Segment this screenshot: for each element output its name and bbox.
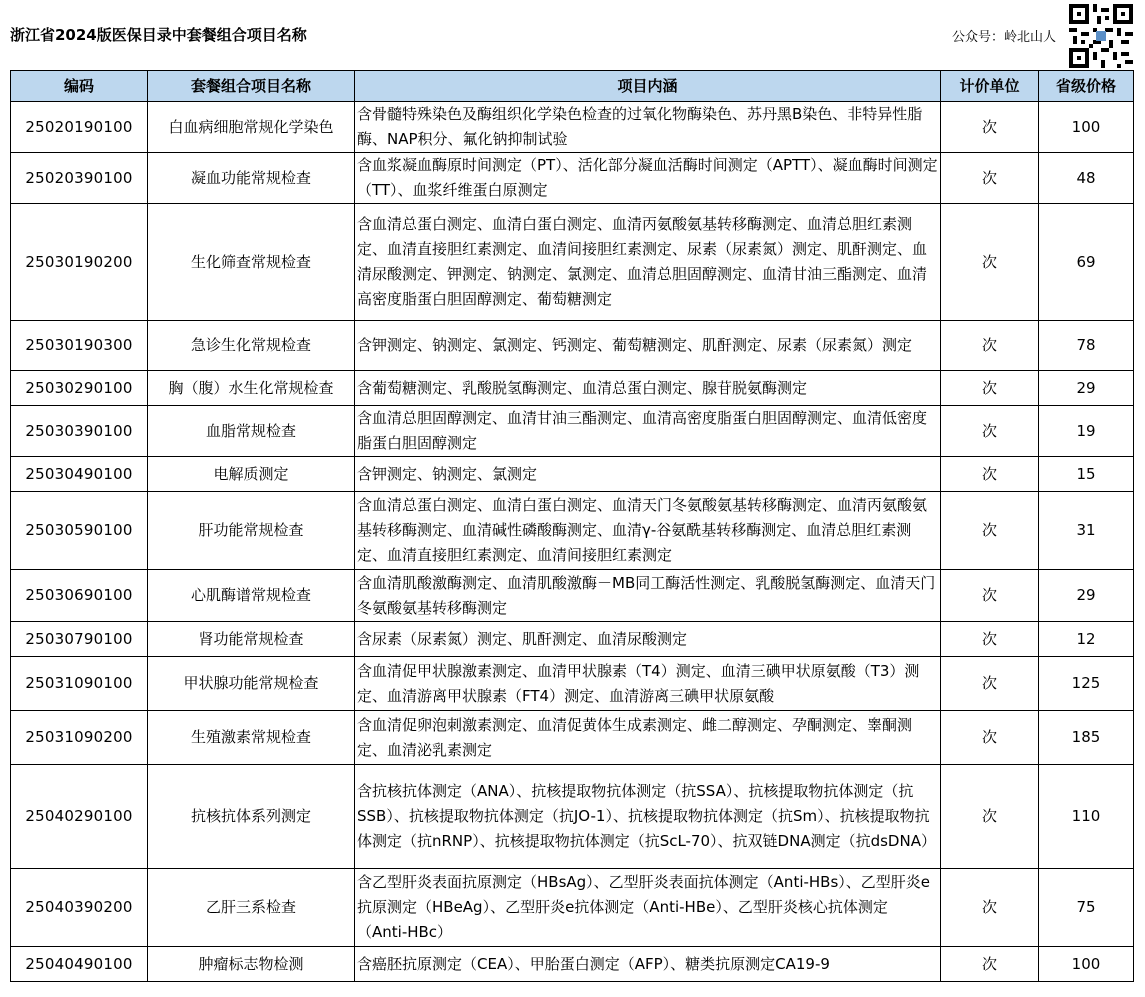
column-header-unit: 计价单位 — [941, 71, 1039, 102]
item-price: 19 — [1039, 406, 1134, 457]
table-row — [11, 492, 1134, 570]
column-header-code: 编码 — [11, 71, 148, 102]
item-price: 15 — [1039, 457, 1134, 492]
item-description: 含葡萄糖测定、乳酸脱氢酶测定、血清总蛋白测定、腺苷脱氨酶测定 — [355, 371, 941, 406]
item-price: 125 — [1039, 657, 1134, 711]
table-row — [11, 457, 1134, 492]
item-code: 25030290100 — [11, 371, 148, 406]
account-label: 公众号：岭北山人 — [952, 30, 1057, 45]
item-code: 25020190100 — [11, 102, 148, 153]
item-name: 血脂常规检查 — [148, 406, 355, 457]
item-description: 含血清总蛋白测定、血清白蛋白测定、血清天门冬氨酸氨基转移酶测定、血清丙氨酸氨基转移酶测定、血清碱性磷酸酶测定、血清γ-谷氨酰基转移酶测定、血清总胆红素测定、血清直接胆红素测定、血清间接胆红素测定 — [355, 492, 941, 570]
item-price: 100 — [1039, 947, 1134, 982]
package-items-table — [10, 70, 1134, 982]
item-code: 25040490100 — [11, 947, 148, 982]
item-unit: 次 — [941, 321, 1039, 371]
table-row — [11, 657, 1134, 711]
qr-code-icon — [1069, 4, 1133, 68]
column-header-description: 项目内涵 — [355, 71, 941, 102]
item-name: 乙肝三系检查 — [148, 869, 355, 947]
item-description: 含血清总胆固醇测定、血清甘油三酯测定、血清高密度脂蛋白胆固醇测定、血清低密度脂蛋白胆固醇测定 — [355, 406, 941, 457]
item-name: 肝功能常规检查 — [148, 492, 355, 570]
item-price: 31 — [1039, 492, 1134, 570]
item-description: 含乙型肝炎表面抗原测定（HBsAg）、乙型肝炎表面抗体测定（Anti-HBs）、乙型肝炎e抗原测定（HBeAg）、乙型肝炎e抗体测定（Anti-HBe）、乙型肝炎核心抗体测定（Anti-HBc） — [355, 869, 941, 947]
item-code: 25040390200 — [11, 869, 148, 947]
item-name: 白血病细胞常规化学染色 — [148, 102, 355, 153]
item-description: 含钾测定、钠测定、氯测定、钙测定、葡萄糖测定、肌酐测定、尿素（尿素氮）测定 — [355, 321, 941, 371]
table-row — [11, 153, 1134, 204]
item-price: 78 — [1039, 321, 1134, 371]
item-price: 75 — [1039, 869, 1134, 947]
item-description: 含抗核抗体测定（ANA）、抗核提取物抗体测定（抗SSA）、抗核提取物抗体测定（抗SSB）、抗核提取物抗体测定（抗JO-1）、抗核提取物抗体测定（抗Sm）、抗核提取物抗体测定（抗nRNP）、抗核提取物抗体测定（抗ScL-70）、抗双链DNA测定（抗dsDNA） — [355, 765, 941, 869]
item-unit: 次 — [941, 657, 1039, 711]
item-name: 抗核抗体系列测定 — [148, 765, 355, 869]
item-price: 29 — [1039, 371, 1134, 406]
item-name: 肾功能常规检查 — [148, 622, 355, 657]
table-row — [11, 711, 1134, 765]
table-row — [11, 102, 1134, 153]
item-code: 25030590100 — [11, 492, 148, 570]
table-row — [11, 570, 1134, 622]
column-header-price: 省级价格 — [1039, 71, 1134, 102]
item-code: 25030190300 — [11, 321, 148, 371]
item-unit: 次 — [941, 153, 1039, 204]
item-price: 12 — [1039, 622, 1134, 657]
item-name: 甲状腺功能常规检查 — [148, 657, 355, 711]
item-unit: 次 — [941, 947, 1039, 982]
item-name: 凝血功能常规检查 — [148, 153, 355, 204]
item-unit: 次 — [941, 492, 1039, 570]
item-unit: 次 — [941, 457, 1039, 492]
item-name: 电解质测定 — [148, 457, 355, 492]
item-price: 185 — [1039, 711, 1134, 765]
item-unit: 次 — [941, 622, 1039, 657]
item-code: 25040290100 — [11, 765, 148, 869]
table-row — [11, 869, 1134, 947]
item-code: 25031090100 — [11, 657, 148, 711]
item-unit: 次 — [941, 204, 1039, 321]
item-unit: 次 — [941, 406, 1039, 457]
item-price: 100 — [1039, 102, 1134, 153]
item-code: 25030490100 — [11, 457, 148, 492]
item-code: 25031090200 — [11, 711, 148, 765]
item-unit: 次 — [941, 102, 1039, 153]
item-description: 含血清肌酸激酶测定、血清肌酸激酶－MB同工酶活性测定、乳酸脱氢酶测定、血清天门冬氨酸氨基转移酶测定 — [355, 570, 941, 622]
item-description: 含血清总蛋白测定、血清白蛋白测定、血清丙氨酸氨基转移酶测定、血清总胆红素测定、血清直接胆红素测定、血清间接胆红素测定、尿素（尿素氮）测定、肌酐测定、血清尿酸测定、钾测定、钠测定、氯测定、血清总胆固醇测定、血清甘油三酯测定、血清高密度脂蛋白胆固醇测定、葡萄糖测定 — [355, 204, 941, 321]
table-row — [11, 622, 1134, 657]
item-unit: 次 — [941, 869, 1039, 947]
item-name: 生化筛查常规检查 — [148, 204, 355, 321]
item-code: 25030390100 — [11, 406, 148, 457]
column-header-name: 套餐组合项目名称 — [148, 71, 355, 102]
item-description: 含钾测定、钠测定、氯测定 — [355, 457, 941, 492]
item-name: 急诊生化常规检查 — [148, 321, 355, 371]
item-description: 含癌胚抗原测定（CEA）、甲胎蛋白测定（AFP）、糖类抗原测定CA19-9 — [355, 947, 941, 982]
item-description: 含血清促卵泡刺激素测定、血清促黄体生成素测定、雌二醇测定、孕酮测定、睾酮测定、血清泌乳素测定 — [355, 711, 941, 765]
page-title: 浙江省2024版医保目录中套餐组合项目名称 — [10, 26, 307, 44]
table-row — [11, 947, 1134, 982]
item-code: 25030190200 — [11, 204, 148, 321]
item-unit: 次 — [941, 711, 1039, 765]
table-row — [11, 371, 1134, 406]
item-name: 胸（腹）水生化常规检查 — [148, 371, 355, 406]
item-unit: 次 — [941, 371, 1039, 406]
item-price: 110 — [1039, 765, 1134, 869]
item-price: 48 — [1039, 153, 1134, 204]
item-code: 25030790100 — [11, 622, 148, 657]
table-row — [11, 321, 1134, 371]
item-price: 69 — [1039, 204, 1134, 321]
item-name: 生殖激素常规检查 — [148, 711, 355, 765]
item-description: 含血清促甲状腺激素测定、血清甲状腺素（T4）测定、血清三碘甲状原氨酸（T3）测定、血清游离甲状腺素（FT4）测定、血清游离三碘甲状原氨酸 — [355, 657, 941, 711]
item-description: 含尿素（尿素氮）测定、肌酐测定、血清尿酸测定 — [355, 622, 941, 657]
item-description: 含骨髓特殊染色及酶组织化学染色检查的过氧化物酶染色、苏丹黑B染色、非特异性脂酶、NAP积分、氟化钠抑制试验 — [355, 102, 941, 153]
table-row — [11, 204, 1134, 321]
item-code: 25020390100 — [11, 153, 148, 204]
table-row — [11, 406, 1134, 457]
item-description: 含血浆凝血酶原时间测定（PT）、活化部分凝血活酶时间测定（APTT）、凝血酶时间测定（TT）、血浆纤维蛋白原测定 — [355, 153, 941, 204]
item-unit: 次 — [941, 765, 1039, 869]
item-price: 29 — [1039, 570, 1134, 622]
table-header-row — [11, 71, 1134, 102]
table-row — [11, 765, 1134, 869]
item-unit: 次 — [941, 570, 1039, 622]
item-name: 肿瘤标志物检测 — [148, 947, 355, 982]
item-name: 心肌酶谱常规检查 — [148, 570, 355, 622]
item-code: 25030690100 — [11, 570, 148, 622]
